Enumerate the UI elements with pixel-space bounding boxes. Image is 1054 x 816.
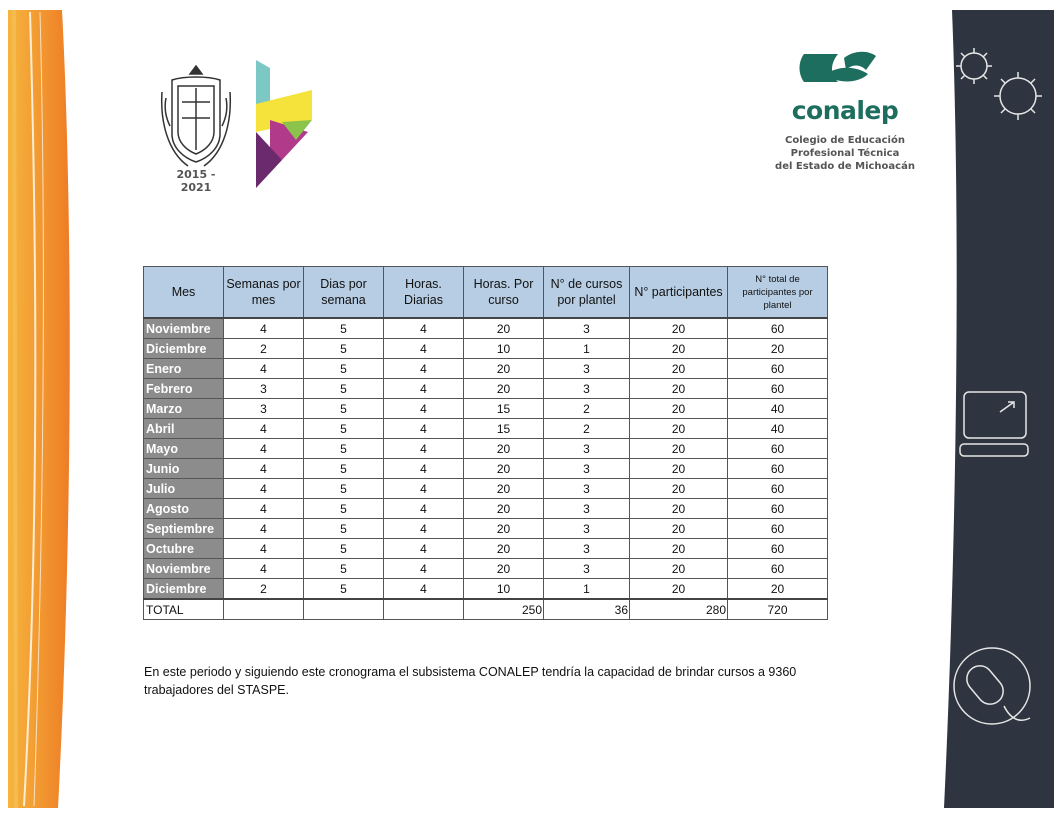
table-cell: 60: [728, 519, 828, 539]
header-mes: Mes: [144, 267, 224, 319]
table-row: [144, 439, 828, 459]
table-cell: 60: [728, 318, 828, 339]
schedule-table: [143, 266, 828, 620]
table-cell: 4: [384, 459, 464, 479]
table-cell: 60: [728, 379, 828, 399]
month-cell: Agosto: [144, 499, 224, 519]
table-cell: 60: [728, 499, 828, 519]
header-cursos: N° de cursos por plantel: [544, 267, 630, 319]
left-decorative-band: [0, 0, 80, 816]
table-row: [144, 559, 828, 579]
table-cell: 20: [464, 318, 544, 339]
table-header-row: [144, 267, 828, 319]
table-cell: 20: [464, 439, 544, 459]
table-cell: 5: [304, 579, 384, 600]
header-total-participantes: N° total de participantes por plantel: [728, 267, 828, 319]
table-cell: 4: [384, 539, 464, 559]
table-cell: 2: [224, 339, 304, 359]
conalep-subtitle-line: del Estado de Michoacán: [775, 161, 915, 172]
table-cell: 20: [464, 379, 544, 399]
table-cell: 20: [630, 318, 728, 339]
month-cell: Diciembre: [144, 579, 224, 600]
table-cell: 20: [630, 439, 728, 459]
table-cell: 3: [544, 359, 630, 379]
table-cell: 60: [728, 359, 828, 379]
table-cell: 4: [384, 579, 464, 600]
table-cell: 20: [464, 359, 544, 379]
table-cell: 20: [630, 479, 728, 499]
table-cell: 20: [630, 579, 728, 600]
table-cell: 3: [224, 379, 304, 399]
table-row: [144, 579, 828, 600]
table-cell: 20: [464, 519, 544, 539]
month-cell: Junio: [144, 459, 224, 479]
table-cell: 4: [224, 539, 304, 559]
table-cell: 4: [384, 439, 464, 459]
table-cell: 5: [304, 399, 384, 419]
table-cell: 60: [728, 459, 828, 479]
table-cell: 3: [544, 479, 630, 499]
table-cell: 10: [464, 579, 544, 600]
table-cell: 15: [464, 399, 544, 419]
total-participantes: 280: [630, 599, 728, 620]
table-cell: 20: [630, 519, 728, 539]
table-cell: 4: [384, 379, 464, 399]
month-cell: Diciembre: [144, 339, 224, 359]
table-cell: 3: [544, 499, 630, 519]
table-cell: 5: [304, 519, 384, 539]
table-cell: 20: [630, 559, 728, 579]
table-cell: 15: [464, 419, 544, 439]
month-cell: Septiembre: [144, 519, 224, 539]
table-cell: 4: [224, 499, 304, 519]
table-cell: 4: [224, 519, 304, 539]
table-cell: 4: [224, 318, 304, 339]
table-cell: 5: [304, 359, 384, 379]
table-cell: 3: [224, 399, 304, 419]
table-total-row: [144, 599, 828, 620]
table-cell: 4: [224, 479, 304, 499]
table-cell: 20: [630, 339, 728, 359]
seal-years: 2015 - 2021: [176, 168, 216, 194]
table-cell: 3: [544, 519, 630, 539]
table-cell: 20: [464, 459, 544, 479]
conalep-subtitle-line: Profesional Técnica: [790, 148, 900, 159]
header-participantes: N° participantes: [630, 267, 728, 319]
table-cell: 20: [630, 459, 728, 479]
table-cell: 4: [384, 519, 464, 539]
table-row: [144, 359, 828, 379]
table-cell: 20: [464, 539, 544, 559]
table-body: [144, 318, 828, 599]
table-cell: 5: [304, 539, 384, 559]
table-cell: 4: [384, 399, 464, 419]
conalep-subtitle: [770, 134, 920, 173]
table-cell: 4: [224, 439, 304, 459]
table-cell: 4: [384, 318, 464, 339]
table-cell: 5: [304, 339, 384, 359]
month-cell: Julio: [144, 479, 224, 499]
table-cell: [384, 599, 464, 620]
table-cell: 20: [630, 359, 728, 379]
table-cell: 20: [464, 559, 544, 579]
table-cell: [304, 599, 384, 620]
table-cell: 4: [384, 419, 464, 439]
table-cell: 3: [544, 459, 630, 479]
table-cell: 4: [384, 479, 464, 499]
table-cell: 5: [304, 318, 384, 339]
conalep-subtitle-line: Colegio de Educación: [785, 135, 905, 146]
table-cell: [224, 599, 304, 620]
michoacan-seal-logo: [158, 62, 234, 184]
table-cell: 20: [630, 419, 728, 439]
table-cell: 20: [630, 539, 728, 559]
table-cell: 3: [544, 379, 630, 399]
month-cell: Mayo: [144, 439, 224, 459]
table-row: [144, 318, 828, 339]
month-cell: Marzo: [144, 399, 224, 419]
table-cell: 60: [728, 439, 828, 459]
table-cell: 1: [544, 579, 630, 600]
table-cell: 1: [544, 339, 630, 359]
table-cell: 60: [728, 559, 828, 579]
table-cell: 2: [544, 399, 630, 419]
table-cell: 3: [544, 318, 630, 339]
header-dias: Dias por semana: [304, 267, 384, 319]
header-semanas: Semanas por mes: [224, 267, 304, 319]
table-cell: 5: [304, 439, 384, 459]
table-cell: 4: [384, 559, 464, 579]
table-cell: 60: [728, 539, 828, 559]
table-cell: 20: [464, 499, 544, 519]
table-row: [144, 479, 828, 499]
table-cell: 20: [464, 479, 544, 499]
table-cell: 10: [464, 339, 544, 359]
total-horas-curso: 250: [464, 599, 544, 620]
table-cell: 20: [728, 579, 828, 600]
table-row: [144, 459, 828, 479]
table-cell: 2: [224, 579, 304, 600]
table-cell: 3: [544, 559, 630, 579]
table-cell: 4: [384, 499, 464, 519]
table-cell: 20: [630, 379, 728, 399]
month-cell: Enero: [144, 359, 224, 379]
month-cell: Febrero: [144, 379, 224, 399]
table-row: [144, 419, 828, 439]
table-row: [144, 379, 828, 399]
table-cell: 2: [544, 419, 630, 439]
table-row: [144, 519, 828, 539]
month-cell: Noviembre: [144, 318, 224, 339]
right-decorative-panel: [942, 10, 1054, 808]
table-cell: 5: [304, 459, 384, 479]
table-cell: 4: [224, 359, 304, 379]
header-horas-diarias: Horas. Diarias: [384, 267, 464, 319]
total-total-participantes: 720: [728, 599, 828, 620]
table-cell: 5: [304, 479, 384, 499]
table-cell: 20: [728, 339, 828, 359]
table-row: [144, 499, 828, 519]
table-cell: 4: [224, 419, 304, 439]
table-row: [144, 399, 828, 419]
table-cell: 20: [630, 399, 728, 419]
table-cell: 5: [304, 559, 384, 579]
month-cell: Noviembre: [144, 559, 224, 579]
table-cell: 20: [630, 499, 728, 519]
table-row: [144, 339, 828, 359]
summary-note: En este periodo y siguiendo este cronograma el subsistema CONALEP tendría la capacidad de brindar cursos a 9360 trabajadores del STASPE.: [144, 665, 797, 697]
table-row: [144, 539, 828, 559]
table-cell: 4: [384, 359, 464, 379]
table-cell: 3: [544, 439, 630, 459]
table-cell: 4: [384, 339, 464, 359]
table-cell: 5: [304, 499, 384, 519]
total-label: TOTAL: [144, 599, 224, 620]
table-cell: 5: [304, 379, 384, 399]
table-cell: 3: [544, 539, 630, 559]
total-cursos: 36: [544, 599, 630, 620]
k-logo: [252, 60, 318, 188]
month-cell: Abril: [144, 419, 224, 439]
month-cell: Octubre: [144, 539, 224, 559]
table-cell: 60: [728, 479, 828, 499]
header-horas-curso: Horas. Por curso: [464, 267, 544, 319]
table-cell: 40: [728, 419, 828, 439]
table-cell: 4: [224, 559, 304, 579]
table-cell: 4: [224, 459, 304, 479]
conalep-wordmark: conalep: [791, 96, 899, 125]
table-cell: 5: [304, 419, 384, 439]
table-cell: 40: [728, 399, 828, 419]
